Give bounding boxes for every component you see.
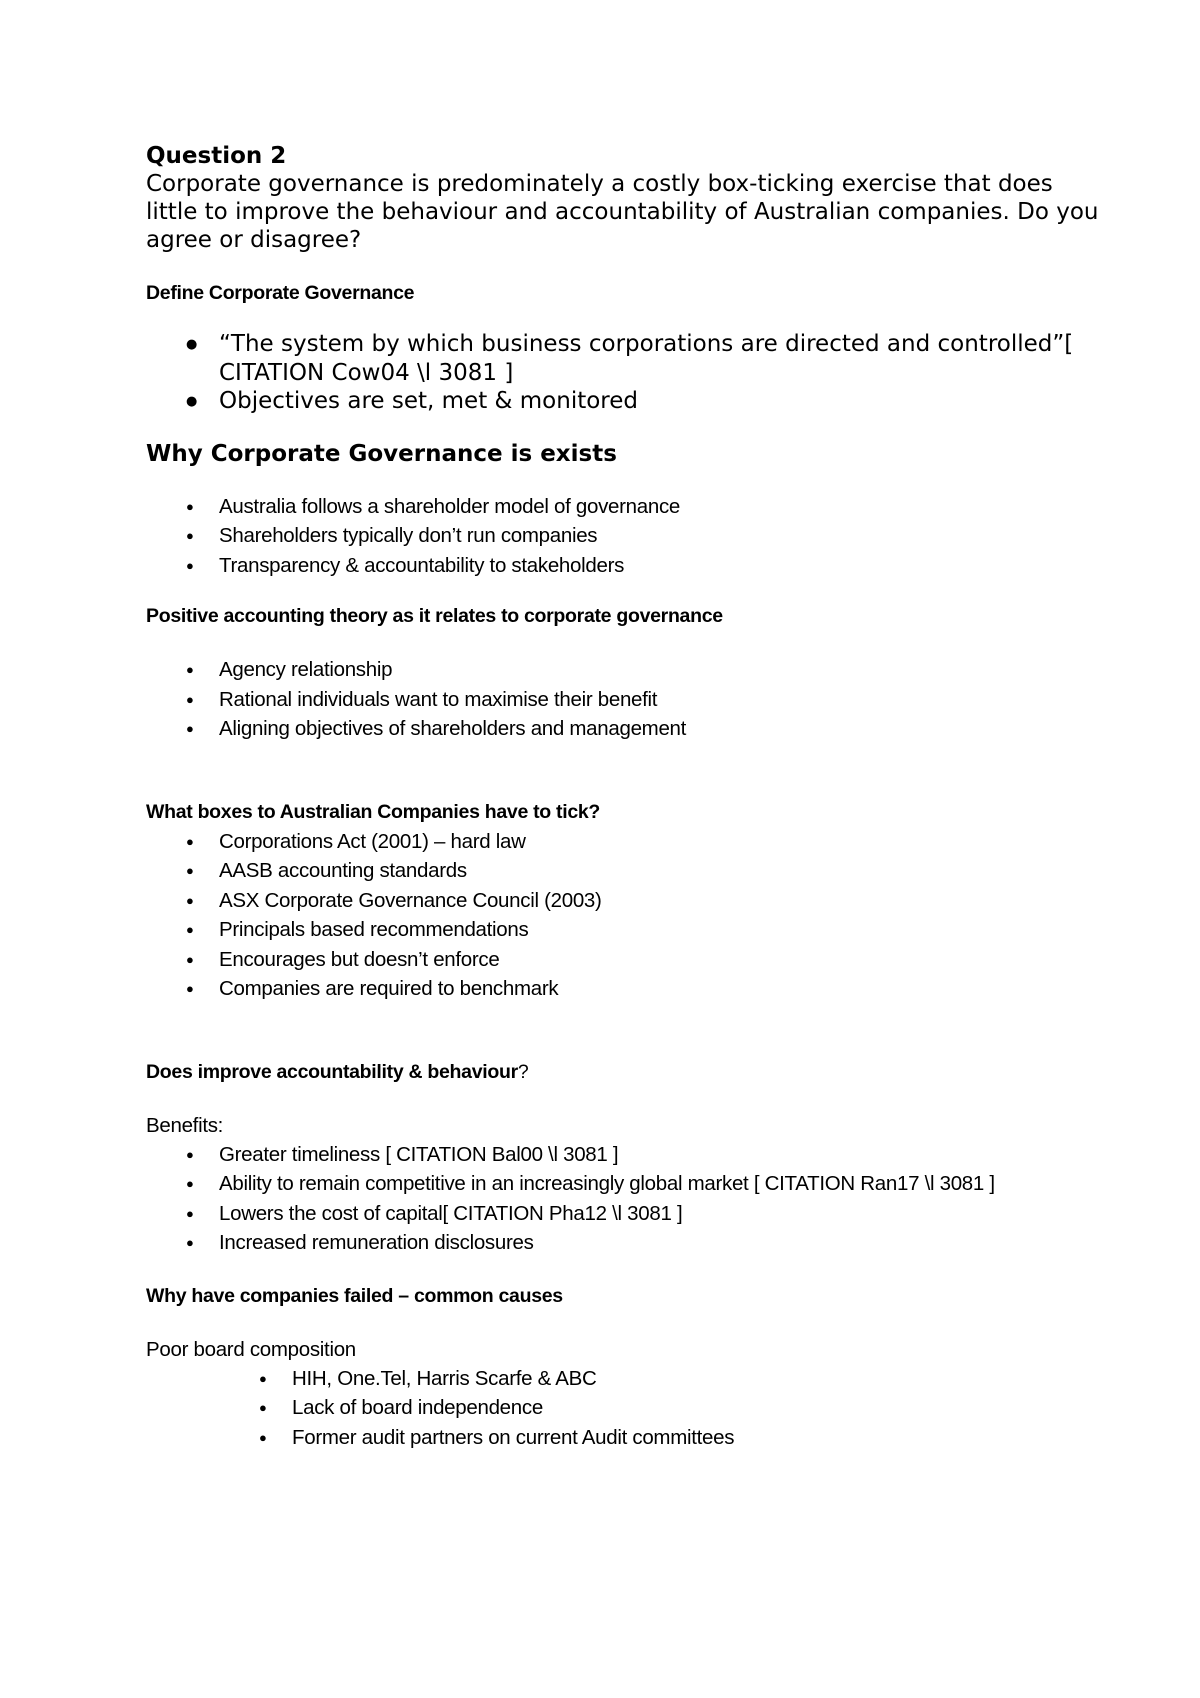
list-item: ● Lowers the cost of capital[ CITATION Pha12 \l 3081 ]	[146, 1199, 1106, 1229]
failed-subheading: Poor board composition	[146, 1337, 356, 1361]
section-heading-boxes: What boxes to Australian Companies have to tick?	[146, 800, 601, 823]
list-item: ● Principals based recommendations	[146, 915, 1106, 945]
list-item: ● HIH, One.Tel, Harris Scarfe & ABC	[146, 1364, 1106, 1394]
list-item: ● Former audit partners on current Audit committees	[146, 1423, 1106, 1453]
list-item: ● Agency relationship	[146, 655, 1106, 685]
list-item: ● Australia follows a shareholder model of governance	[146, 492, 1106, 522]
why-exists-list	[146, 492, 1106, 581]
question-title: Question 2	[146, 143, 287, 169]
list-item: ● Objectives are set, met & monitored	[146, 387, 1106, 416]
define-list	[146, 330, 1106, 416]
list-item: ● Rational individuals want to maximise their benefit	[146, 685, 1106, 715]
question-prompt: Corporate governance is predominately a costly box-ticking exercise that does little to improve the behaviour and accountability of Australian companies. Do you agree or disagree?	[146, 171, 1099, 253]
list-item: ● Increased remuneration disclosures	[146, 1228, 1106, 1258]
list-item: ● Transparency & accountability to stakeholders	[146, 551, 1106, 581]
positive-theory-list	[146, 655, 1106, 744]
section-heading-define: Define Corporate Governance	[146, 282, 415, 304]
section-heading-why-exists: Why Corporate Governance is exists	[146, 440, 617, 467]
benefits-list	[146, 1140, 1106, 1258]
list-item: ● Corporations Act (2001) – hard law	[146, 827, 1106, 857]
list-item: ● Greater timeliness [ CITATION Bal00 \l 3081 ]	[146, 1140, 1106, 1170]
section-heading-improve	[146, 1059, 1106, 1085]
boxes-list	[146, 827, 1106, 1004]
failed-list	[146, 1364, 1106, 1453]
list-item: ● Ability to remain competitive in an increasingly global market [ CITATION Ran17 \l 3081 ]	[146, 1169, 1106, 1199]
list-item: ● ASX Corporate Governance Council (2003)	[146, 886, 1106, 916]
improve-heading-text: Does improve accountability & behaviour	[146, 1060, 518, 1083]
benefits-label: Benefits:	[146, 1113, 224, 1137]
list-item: ● Shareholders typically don’t run companies	[146, 521, 1106, 551]
list-item: ● Lack of board independence	[146, 1393, 1106, 1423]
list-item: ● Aligning objectives of shareholders and management	[146, 714, 1106, 744]
list-item: ● Companies are required to benchmark	[146, 974, 1106, 1004]
section-heading-positive-theory: Positive accounting theory as it relates to corporate governance	[146, 605, 723, 627]
improve-heading-suffix: ?	[517, 1060, 529, 1083]
list-item: ● “The system by which business corporations are directed and controlled”[ CITATION Cow04 \l 3081 ]	[146, 330, 1106, 387]
document-page	[146, 142, 1106, 1452]
list-item: ● Encourages but doesn’t enforce	[146, 945, 1106, 975]
section-heading-failed: Why have companies failed – common causes	[146, 1284, 563, 1307]
list-item: ● AASB accounting standards	[146, 856, 1106, 886]
